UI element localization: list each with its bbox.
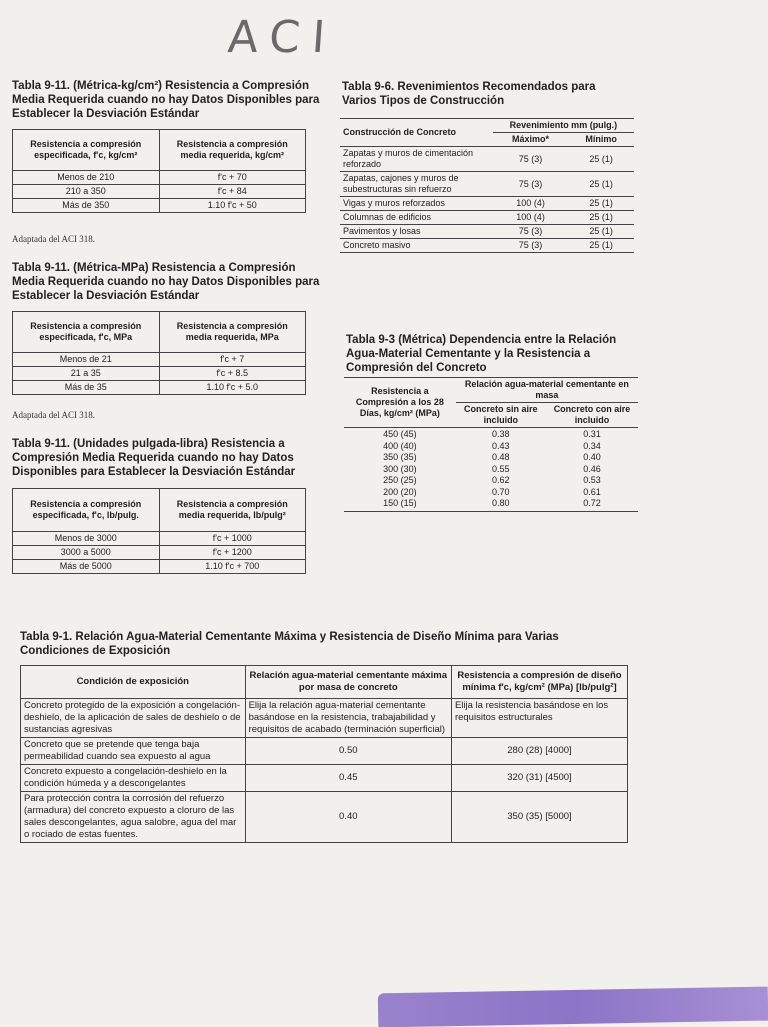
col-group-header: Relación agua-material cementante en masa xyxy=(456,378,638,403)
cell: Concreto que se pretende que tenga baja permeabilidad cuando sea expuesto al agua xyxy=(21,738,246,765)
cell: Elija la resistencia basándose en los requisitos estructurales xyxy=(451,699,627,738)
cell: 25 (1) xyxy=(568,147,634,172)
table-9-11-inlb xyxy=(12,488,306,574)
table-row xyxy=(13,171,306,185)
table-row xyxy=(13,381,306,395)
cell: 210 a 350 xyxy=(13,185,160,199)
table-9-11-mpa xyxy=(12,311,306,395)
cell: Zapatas, cajones y muros de subestructuras sin refuerzo xyxy=(340,172,493,197)
table-row xyxy=(21,738,628,765)
cell: 3000 a 5000 xyxy=(13,546,160,560)
table-row xyxy=(21,699,628,738)
col-header: Construcción de Concreto xyxy=(340,119,493,147)
cell: Más de 5000 xyxy=(13,560,160,574)
cell: f'c + 70 xyxy=(159,171,306,185)
cell: Más de 350 xyxy=(13,199,160,213)
cell: Concreto masivo xyxy=(340,239,493,253)
cell: 25 (1) xyxy=(568,239,634,253)
table-9-3-title: Tabla 9-3 (Métrica) Dependencia entre la Relación Agua-Material Cementante y la Resistencia a Compresión del Concreto xyxy=(346,334,617,374)
cell: Concreto expuesto a congelación-deshielo en la condición húmeda y a descongelantes xyxy=(21,765,246,792)
col-group-header: Revenimiento mm (pulg.) xyxy=(493,119,634,133)
table-row xyxy=(340,197,634,211)
col-header: Relación agua-material cementante máxima por masa de concreto xyxy=(245,666,451,699)
cell: Columnas de edificios xyxy=(340,211,493,225)
highlighter-mark xyxy=(378,987,768,1027)
cell: 25 (1) xyxy=(568,172,634,197)
table-row xyxy=(13,199,306,213)
table-9-11-inlb-title: Tabla 9-11. (Unidades pulgada-libra) Resistencia a Compresión Media Requerida cuando no hay Datos Disponibles para Establecer la Desviación Estándar xyxy=(12,438,296,478)
cell: Menos de 210 xyxy=(13,171,160,185)
cell: Vigas y muros reforzados xyxy=(340,197,493,211)
cell: 75 (3) xyxy=(493,225,568,239)
cell: 1.10 f'c + 700 xyxy=(159,560,306,574)
cell: 75 (3) xyxy=(493,239,568,253)
cell: 25 (1) xyxy=(568,211,634,225)
cell: Zapatas y muros de cimentación reforzado xyxy=(340,147,493,172)
table-row xyxy=(13,185,306,199)
cell: 0.50 xyxy=(245,738,451,765)
table-9-3 xyxy=(344,377,638,512)
cell: 0.40 xyxy=(245,792,451,843)
cell: f'c + 1200 xyxy=(159,546,306,560)
table-row xyxy=(21,765,628,792)
source-note: Adaptada del ACI 318. xyxy=(12,234,95,244)
cell: 75 (3) xyxy=(493,147,568,172)
cell: 320 (31) [4500] xyxy=(451,765,627,792)
table-9-11-mpa-title: Tabla 9-11. (Métrica-MPa) Resistencia a Compresión Media Requerida cuando no hay Datos Disponibles para Establecer la Desviación Estándar xyxy=(12,262,320,302)
cell: 1.10 f'c + 50 xyxy=(159,199,306,213)
col-header: Mínimo xyxy=(568,133,634,147)
cell: Menos de 21 xyxy=(13,353,160,367)
cell: f'c + 84 xyxy=(159,185,306,199)
table-9-11-kg xyxy=(12,129,306,213)
col-header: Resistencia a compresión media requerida, kg/cm² xyxy=(159,130,306,171)
col-header: Concreto sin aire incluido xyxy=(456,403,546,428)
table-row xyxy=(13,560,306,574)
table-row xyxy=(340,239,634,253)
cell: 0.38 0.43 0.48 0.55 0.62 0.70 0.80 xyxy=(456,428,546,512)
col-header: Concreto con aire incluido xyxy=(546,403,638,428)
table-row xyxy=(340,147,634,172)
cell: f'c + 7 xyxy=(159,353,306,367)
table-row xyxy=(13,532,306,546)
col-header: Resistencia a Compresión a los 28 Días, kg/cm² (MPa) xyxy=(344,378,456,428)
cell: f'c + 1000 xyxy=(159,532,306,546)
table-row xyxy=(13,367,306,381)
table-9-1 xyxy=(20,665,628,843)
table-9-6 xyxy=(340,118,634,253)
cell: 25 (1) xyxy=(568,225,634,239)
table-9-6-title: Tabla 9-6. Revenimientos Recomendados para Varios Tipos de Construcción xyxy=(342,81,596,107)
cell: 21 a 35 xyxy=(13,367,160,381)
col-header: Resistencia a compresión media requerida, MPa xyxy=(159,312,306,353)
col-header: Resistencia a compresión media requerida, lb/pulg² xyxy=(159,489,306,532)
col-header: Resistencia a compresión especificada, f'c, lb/pulg. xyxy=(13,489,160,532)
cell: Para protección contra la corrosión del refuerzo (armadura) del concreto expuesto a cloruro de las sales descongelantes, agua salobre, agua del mar o rociado de estas fuentes. xyxy=(21,792,246,843)
table-row xyxy=(344,428,638,512)
cell: 0.45 xyxy=(245,765,451,792)
cell: 25 (1) xyxy=(568,197,634,211)
cell: Concreto protegido de la exposición a congelación-deshielo, de la aplicación de sales de deshielo o de sustancias agresivas xyxy=(21,699,246,738)
table-row xyxy=(340,225,634,239)
col-header: Máximo* xyxy=(493,133,568,147)
table-row xyxy=(340,211,634,225)
table-9-1-title: Tabla 9-1. Relación Agua-Material Cementante Máxima y Resistencia de Diseño Mínima para Varias Condiciones de Exposición xyxy=(20,631,559,657)
col-header: Condición de exposición xyxy=(21,666,246,699)
cell: 0.31 0.34 0.40 0.46 0.53 0.61 0.72 xyxy=(546,428,638,512)
table-row xyxy=(340,172,634,197)
col-header: Resistencia a compresión especificada, f'c, MPa xyxy=(13,312,160,353)
cell: 100 (4) xyxy=(493,197,568,211)
col-header: Resistencia a compresión especificada, f'c, kg/cm² xyxy=(13,130,160,171)
col-header: Resistencia a compresión de diseño mínima f'c, kg/cm² (MPa) [lb/pulg²] xyxy=(451,666,627,699)
handwritten-heading: ACI xyxy=(226,12,339,63)
table-row xyxy=(13,546,306,560)
cell: Menos de 3000 xyxy=(13,532,160,546)
cell: 280 (28) [4000] xyxy=(451,738,627,765)
cell: Elija la relación agua-material cementante basándose en la resistencia, trabajabilidad y requisitos de acabado (terminación superficial) xyxy=(245,699,451,738)
cell: Más de 35 xyxy=(13,381,160,395)
table-row xyxy=(13,353,306,367)
cell: 450 (45) 400 (40) 350 (35) 300 (30) 250 (25) 200 (20) 150 (15) xyxy=(344,428,456,512)
table-row xyxy=(21,792,628,843)
source-note: Adaptada del ACI 318. xyxy=(12,410,95,420)
cell: 100 (4) xyxy=(493,211,568,225)
cell: 350 (35) [5000] xyxy=(451,792,627,843)
cell: 1.10 f'c + 5.0 xyxy=(159,381,306,395)
table-9-11-kg-title: Tabla 9-11. (Métrica-kg/cm²) Resistencia a Compresión Media Requerida cuando no hay Datos Disponibles para Establecer la Desviación Estándar xyxy=(12,80,320,120)
cell: f'c + 8.5 xyxy=(159,367,306,381)
cell: 75 (3) xyxy=(493,172,568,197)
cell: Pavimentos y losas xyxy=(340,225,493,239)
